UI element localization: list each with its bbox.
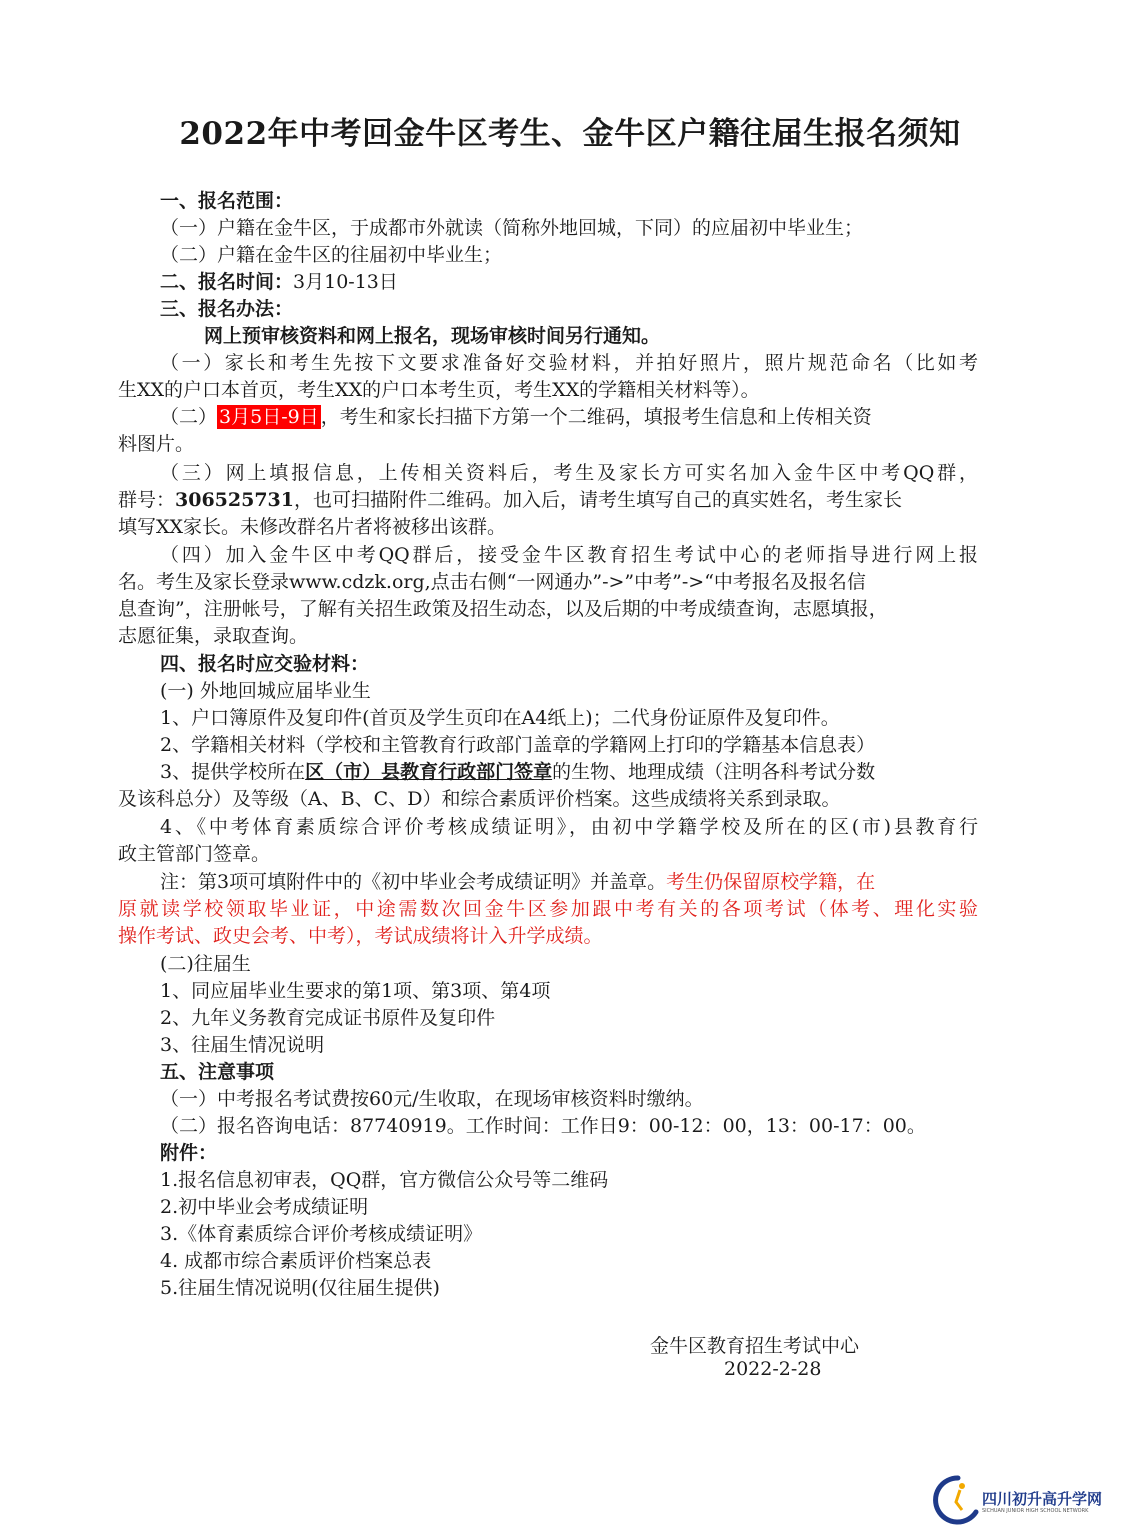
- section2-line: [160, 269, 398, 295]
- material-item2: 2、学籍相关材料（学校和主管教育行政部门盖章的学籍网上打印的学籍基本信息表）: [160, 734, 876, 756]
- section3-heading: 三、报名办法：: [160, 298, 294, 320]
- material-item3-line1: [160, 759, 875, 785]
- step4-line3: 息查询”，注册帐号，了解有关招生政策及招生动态，以及后期的中考成绩查询，志愿填报，: [118, 598, 888, 620]
- qq-group-number: 306525731: [175, 489, 294, 511]
- step1-line1: （一）家长和考生先按下文要求准备好交验材料，并拍好照片，照片规范命名（比如考: [160, 352, 978, 374]
- attachments-heading: 附件：: [160, 1142, 218, 1164]
- section1-item2: （二）户籍在金牛区的往届初中毕业生；: [160, 244, 503, 266]
- repeat-item1: 1、同应届毕业生要求的第1项、第3项、第4项: [160, 980, 551, 1002]
- section4-heading: 四、报名时应交验材料：: [160, 653, 370, 675]
- material-item3-line2: 及该科总分）及等级（A、B、C、D）和综合素质评价档案。这些成绩将关系到录取。: [118, 788, 841, 810]
- note-line3: 操作考试、政史会考、中考），考试成绩将计入升学成绩。: [118, 925, 603, 947]
- highlighted-date-range: 3月5日-9日: [219, 406, 319, 428]
- step1-line2: 生XX的户口本首页，考生XX的户口本考生页，考生XX的学籍相关材料等）。: [118, 379, 760, 401]
- step2-text: ，考生和家长扫描下方第一个二维码，填报考生信息和上传相关资: [320, 406, 872, 428]
- step3-line3: 填写XX家长。未修改群名片者将被移出该群。: [118, 516, 507, 538]
- step3-line2: [118, 487, 902, 513]
- section1-item1: （一）户籍在金牛区，于成都市外就读（简称外地回城，下同）的应届初中毕业生；: [160, 217, 864, 239]
- step2-line2: 料图片。: [118, 433, 195, 455]
- attachment-3: 3.《体育素质综合评价考核成绩证明》: [160, 1223, 483, 1245]
- watermark-emblem-icon: [930, 1472, 980, 1527]
- note-red-text: 考生仍保留原校学籍，在: [666, 871, 876, 893]
- material-item1: 1、户口簿原件及复印件(首页及学生页印在A4纸上)；二代身份证原件及复印件。: [160, 707, 840, 729]
- registration-dates: 3月10-13日: [293, 271, 398, 293]
- repeat-item3: 3、往届生情况说明: [160, 1034, 325, 1056]
- step2-prefix: （二）: [160, 406, 218, 428]
- notice-phone: （二）报名咨询电话：87740919。工作时间：工作日9：00-12：00，13：00-17：00。: [160, 1115, 926, 1137]
- notice-fee: （一）中考报名考试费按60元/生收取，在现场审核资料时缴纳。: [160, 1088, 704, 1110]
- note-line2: 原就读学校领取毕业证，中途需数次回金牛区参加跟中考有关的各项考试（体考、理化实验: [118, 898, 978, 920]
- page-title: 2022年中考回金牛区考生、金牛区户籍往届生报名须知: [179, 116, 961, 152]
- watermark-logo: [930, 1472, 1103, 1527]
- section1-heading: 一、报名范围：: [160, 190, 294, 212]
- step3-line2-text: ，也可扫描附件二维码。加入后，请考生填写自己的真实姓名，考生家长: [294, 489, 903, 511]
- issue-date: 2022-2-28: [724, 1358, 822, 1380]
- step4-line2: 名。考生及家长登录www.cdzk.org,点击右侧“一网通办”->”中考”->“中考报名及报名信: [118, 571, 866, 593]
- watermark-subtitle: SICHUAN JUNIOR HIGH SCHOOL NETWORK: [982, 1508, 1089, 1514]
- step4-line4: 志愿征集，录取查询。: [118, 625, 309, 647]
- step2-line1: [160, 404, 872, 430]
- item3-prefix: 3、提供学校所在: [160, 761, 306, 783]
- step4-line1: （四）加入金牛区中考QQ群后，接受金牛区教育招生考试中心的老师指导进行网上报: [160, 544, 978, 566]
- issuer-org: 金牛区教育招生考试中心: [650, 1335, 860, 1357]
- repeat-item2: 2、九年义务教育完成证书原件及复印件: [160, 1007, 496, 1029]
- material-item4-line1: 4、《中考体育素质综合评价考核成绩证明》，由初中学籍学校及所在的区(市)县教育行: [160, 816, 978, 838]
- note-text: 注：第3项可填附件中的《初中毕业会考成绩证明》并盖章。: [160, 871, 667, 893]
- section4-sub2: (二)往届生: [160, 953, 251, 975]
- attachment-1: 1.报名信息初审表，QQ群，官方微信公众号等二维码: [160, 1169, 609, 1191]
- watermark-name: 四川初升高升学网: [982, 1490, 1103, 1508]
- material-item4-line2: 政主管部门签章。: [118, 843, 271, 865]
- item3-suffix: 的生物、地理成绩（注明各科考试分数: [552, 761, 876, 783]
- step3-line1: （三）网上填报信息，上传相关资料后，考生及家长方可实名加入金牛区中考QQ群，: [160, 462, 978, 484]
- section4-sub1: (一) 外地回城应届毕业生: [160, 680, 371, 702]
- attachment-4: 4. 成都市综合素质评价档案总表: [160, 1250, 432, 1272]
- note-line1: [160, 869, 875, 895]
- group-label: 群号：: [118, 489, 176, 511]
- section2-heading: 二、报名时间：: [160, 271, 294, 293]
- attachment-2: 2.初中毕业会考成绩证明: [160, 1196, 369, 1218]
- underlined-authority: 区（市）县教育行政部门签章: [305, 761, 553, 783]
- section3-intro: 网上预审核资料和网上报名，现场审核时间另行通知。: [204, 325, 661, 347]
- section5-heading: 五、注意事项: [160, 1061, 275, 1083]
- attachment-5: 5.往届生情况说明(仅往届生提供): [160, 1277, 440, 1299]
